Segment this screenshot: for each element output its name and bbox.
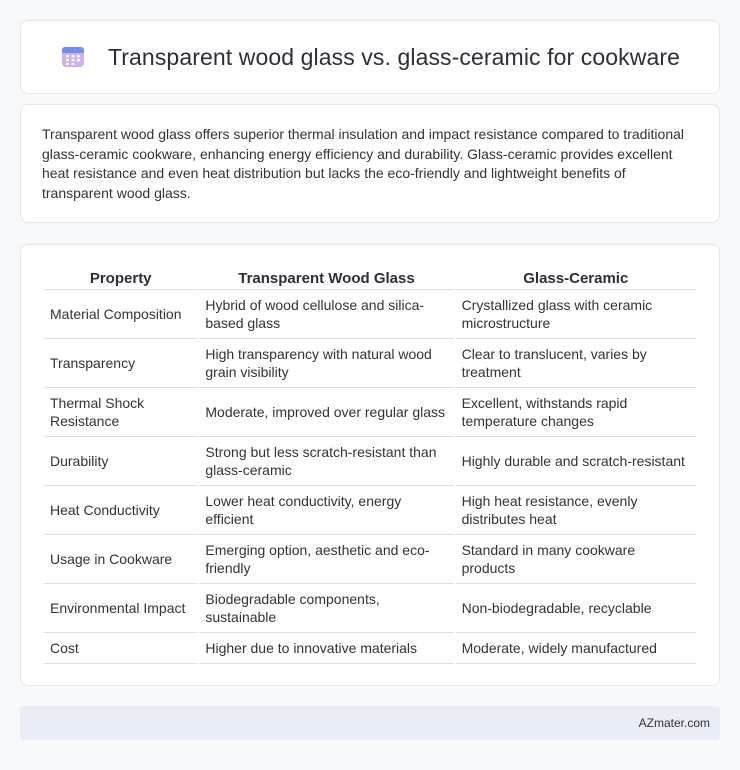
cell-property: Durability: [44, 437, 197, 486]
table-row: [44, 388, 696, 437]
summary-paragraph: Transparent wood glass offers superior thermal insulation and impact resistance compared to traditional glass-ceramic cookware, enhancing energy efficiency and durability. Glass-ceramic provides excellent heat resistance and even heat distribution but lacks the eco-friendly and lightweight benefits of transparent wood glass.: [42, 126, 684, 201]
cell-wood-glass: Higher due to innovative materials: [199, 633, 453, 664]
calendar-grid-icon: [60, 44, 86, 70]
cell-glass-ceramic: Crystallized glass with ceramic microstructure: [456, 290, 696, 339]
cell-property: Material Composition: [44, 290, 197, 339]
comparison-table-card: [20, 244, 720, 686]
cell-glass-ceramic: Standard in many cookware products: [456, 535, 696, 584]
table-row: [44, 584, 696, 633]
comparison-table: [42, 264, 698, 664]
table-row: [44, 339, 696, 388]
cell-wood-glass: Strong but less scratch-resistant than glass-ceramic: [199, 437, 453, 486]
table-header-row: [44, 264, 696, 290]
cell-wood-glass: Emerging option, aesthetic and eco-friendly: [199, 535, 453, 584]
title-card: [20, 20, 720, 94]
footer-bar: [20, 706, 720, 740]
cell-wood-glass: Lower heat conductivity, energy efficient: [199, 486, 453, 535]
cell-glass-ceramic: Clear to translucent, varies by treatment: [456, 339, 696, 388]
cell-property: Usage in Cookware: [44, 535, 197, 584]
cell-glass-ceramic: Highly durable and scratch-resistant: [456, 437, 696, 486]
cell-wood-glass: Hybrid of wood cellulose and silica-based glass: [199, 290, 453, 339]
table-row: [44, 290, 696, 339]
cell-glass-ceramic: Moderate, widely manufactured: [456, 633, 696, 664]
cell-wood-glass: High transparency with natural wood grain visibility: [199, 339, 453, 388]
header-transparent-wood-glass: Transparent Wood Glass: [199, 264, 453, 290]
cell-glass-ceramic: Non-biodegradable, recyclable: [456, 584, 696, 633]
table-row: [44, 486, 696, 535]
header-property: Property: [44, 264, 197, 290]
cell-glass-ceramic: High heat resistance, evenly distributes heat: [456, 486, 696, 535]
header-glass-ceramic: Glass-Ceramic: [456, 264, 696, 290]
table-row: [44, 633, 696, 664]
cell-property: Heat Conductivity: [44, 486, 197, 535]
cell-property: Thermal Shock Resistance: [44, 388, 197, 437]
page-title: Transparent wood glass vs. glass-ceramic for cookware: [107, 43, 680, 70]
table-row: [44, 437, 696, 486]
cell-property: Cost: [44, 633, 197, 664]
cell-glass-ceramic: Excellent, withstands rapid temperature changes: [456, 388, 696, 437]
cell-wood-glass: Moderate, improved over regular glass: [199, 388, 453, 437]
footer-brand[interactable]: AZmater.com: [638, 716, 710, 730]
cell-wood-glass: Biodegradable components, sustainable: [199, 584, 453, 633]
cell-property: Transparency: [44, 339, 197, 388]
cell-property: Environmental Impact: [44, 584, 197, 633]
table-row: [44, 535, 696, 584]
summary-card: [20, 104, 720, 223]
